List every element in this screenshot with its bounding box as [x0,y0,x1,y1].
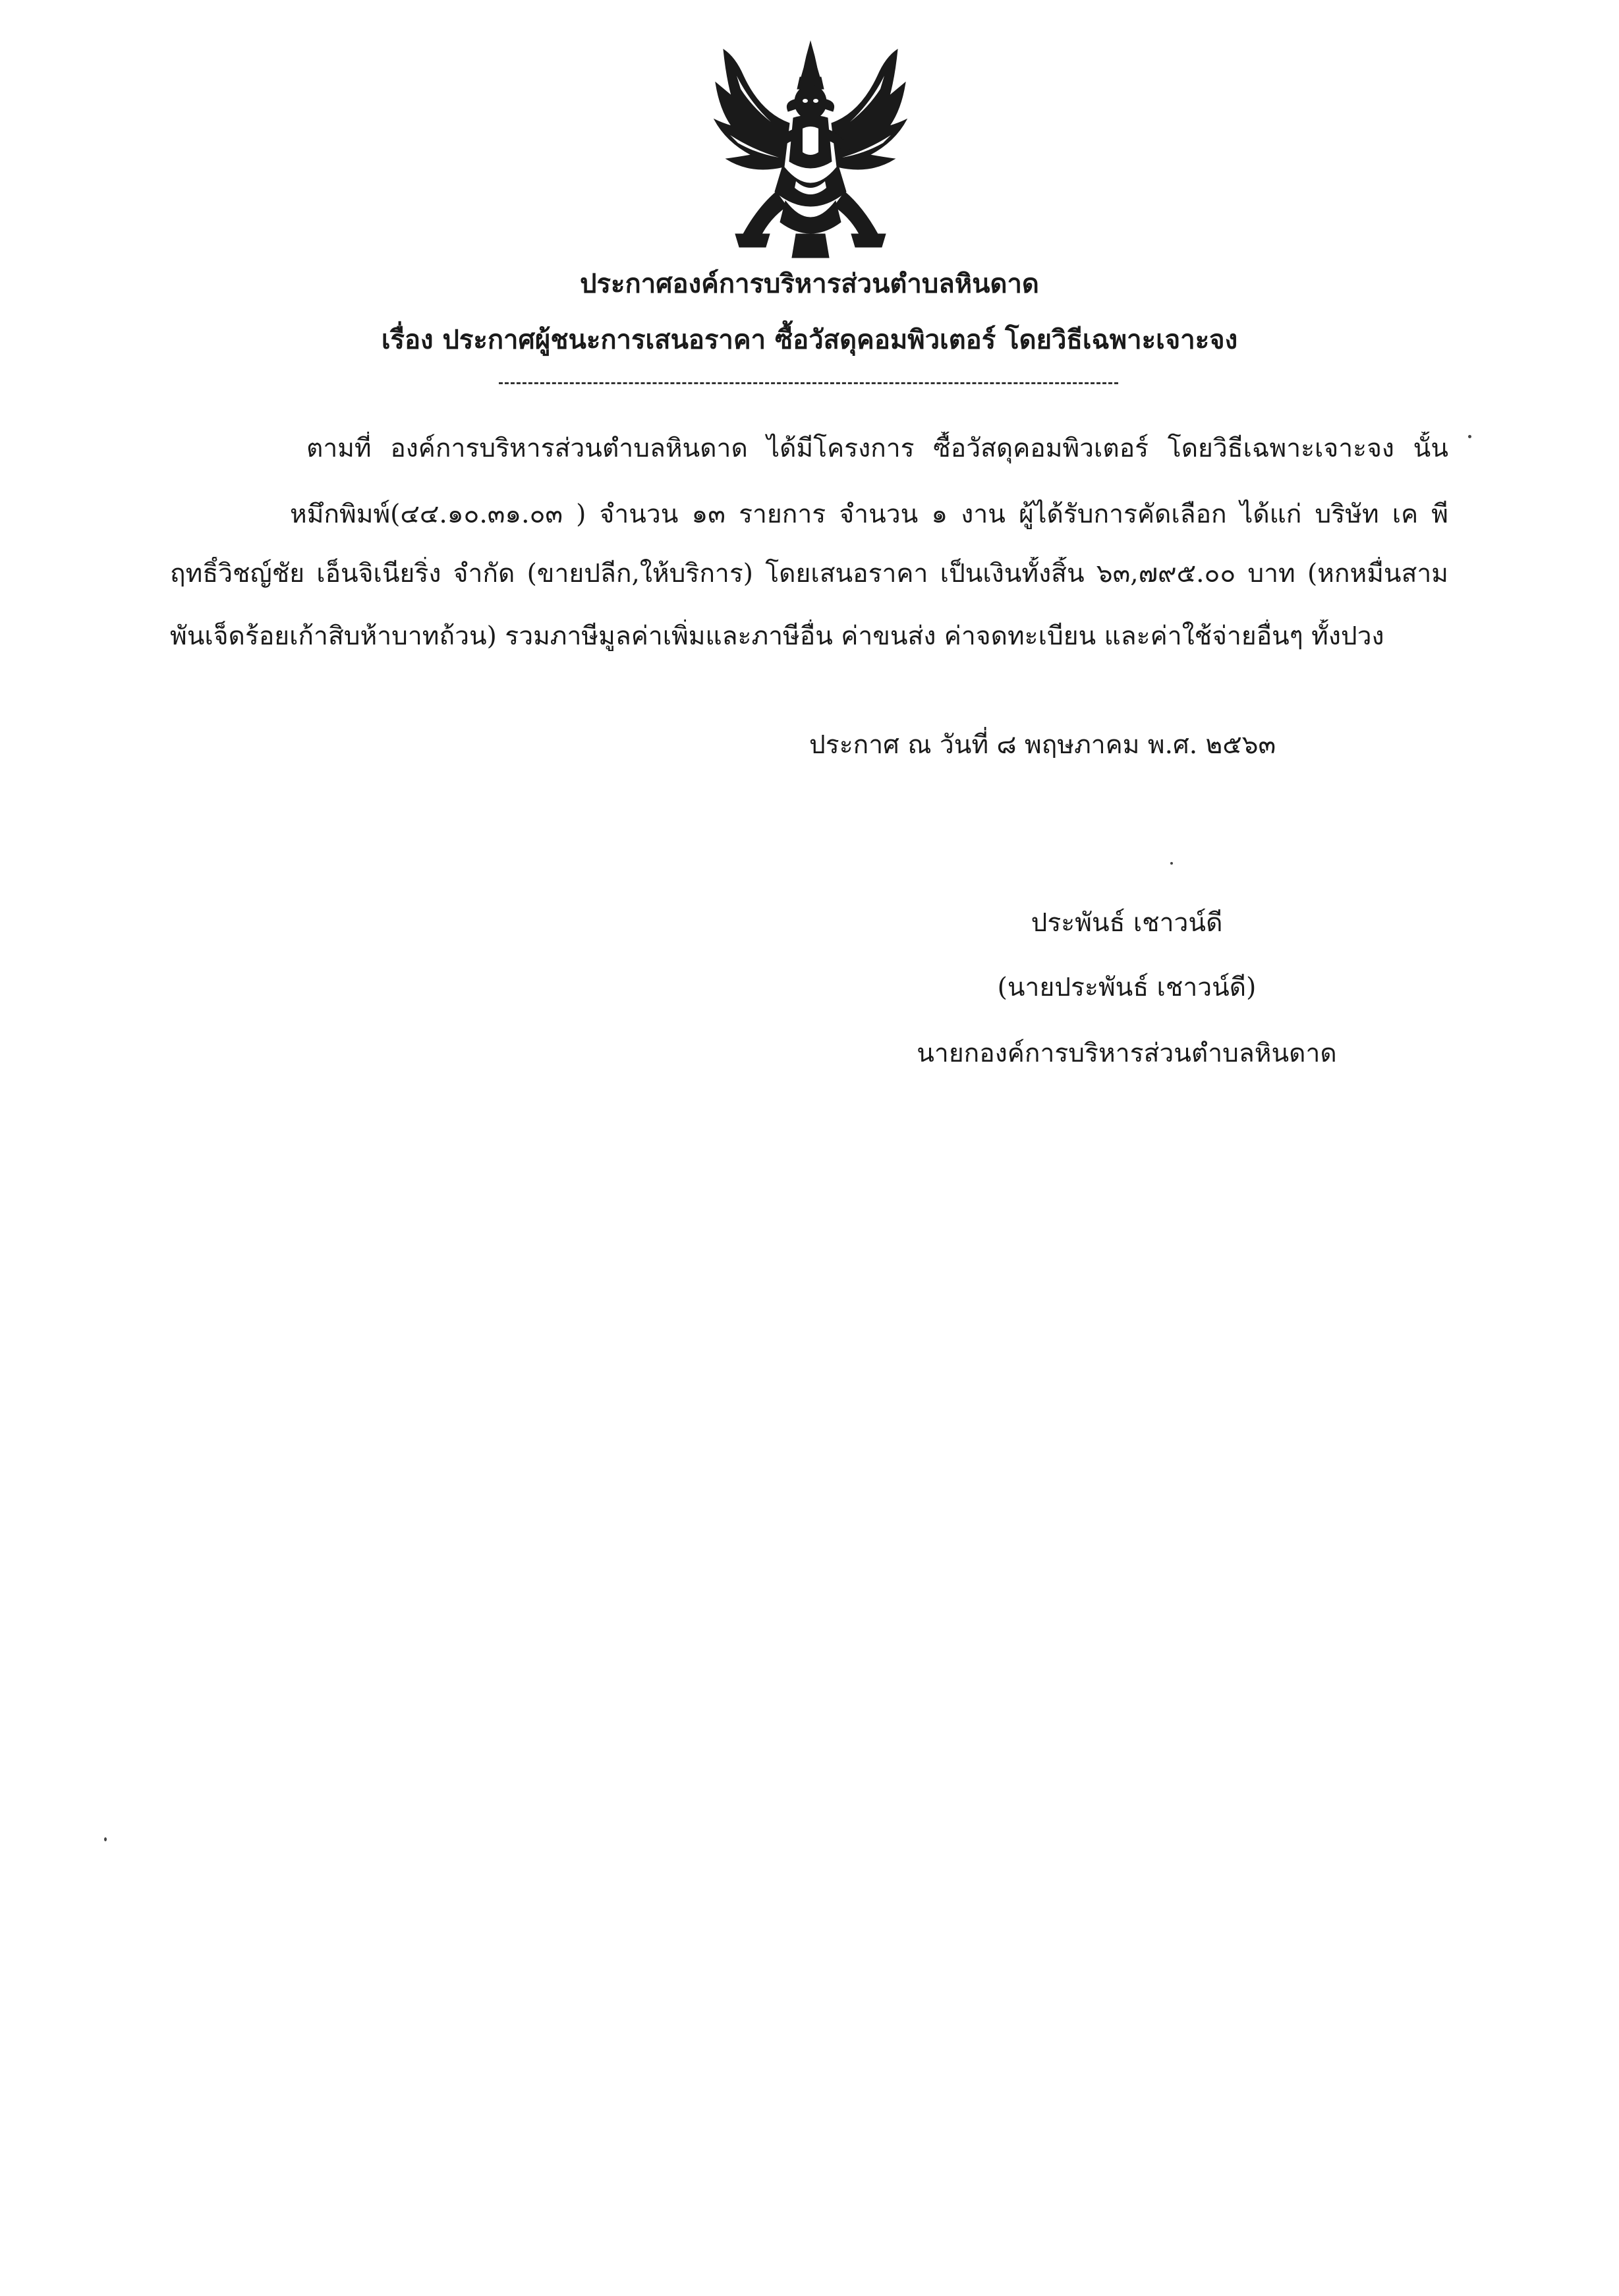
subject-heading: เรื่อง ประกาศผู้ชนะการเสนอราคา ซื้อวัสดุคอมพิวเตอร์ โดยวิธีเฉพาะเจาะจง [381,324,1238,355]
body-paragraph-line-4: พันเจ็ดร้อยเก้าสิบห้าบาทถ้วน) รวมภาษีมูลค่าเพิ่มและภาษีอื่น ค่าขนส่ง ค่าจดทะเบียน และค่าใช้จ่ายอื่นๆ ทั้งปวง [170,621,1384,651]
scan-speck [1468,435,1471,438]
organization-heading: ประกาศองค์การบริหารส่วนตำบลหินดาด [580,268,1039,299]
announcement-date: ประกาศ ณ วันที่ ๘ พฤษภาคม พ.ศ. ๒๕๖๓ [809,730,1276,760]
scan-speck [104,1837,107,1841]
body-paragraph-line-3: ฤทธิ์วิชญ์ชัย เอ็นจิเนียริ่ง จำกัด (ขายปลีก,ให้บริการ) โดยเสนอราคา เป็นเงินทั้งสิ้น ๖๓,๗๙๕.๐๐ บาท (หกหมื่นสาม [170,559,1448,588]
body-paragraph-line-1: ตามที่ องค์การบริหารส่วนตำบลหินดาด ได้มีโครงการ ซื้อวัสดุคอมพิวเตอร์ โดยวิธีเฉพาะเจาะจง นั้น [306,434,1448,463]
signature-name: ประพันธ์ เชาวน์ดี [1031,908,1223,938]
body-paragraph-line-2: หมึกพิมพ์(๔๔.๑๐.๓๑.๐๓ ) จำนวน ๑๓ รายการ จำนวน ๑ งาน ผู้ได้รับการคัดเลือก ได้แก่ บริษัท เค พี [290,500,1448,529]
signatory-position: นายกองค์การบริหารส่วนตำบลหินดาด [917,1039,1337,1068]
dashed-divider [499,382,1118,384]
scan-speck [1170,862,1173,865]
garuda-emblem-icon [697,36,924,260]
signatory-printed-name: (นายประพันธ์ เชาวน์ดี) [997,973,1257,1002]
